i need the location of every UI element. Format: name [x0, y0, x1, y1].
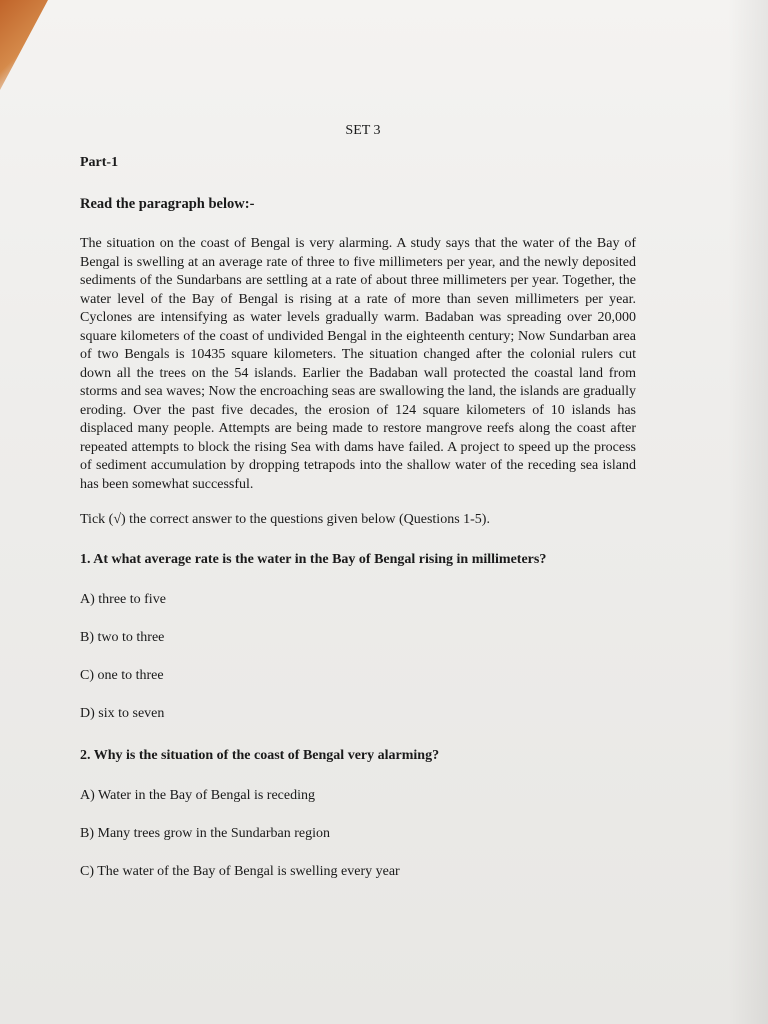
- q1-option-c[interactable]: C) one to three: [80, 668, 164, 683]
- page-edge-shadow: [728, 0, 768, 1024]
- q2-option-b[interactable]: B) Many trees grow in the Sundarban region: [80, 826, 330, 841]
- reading-paragraph: The situation on the coast of Bengal is very alarming. A study says that the water of the Bay of Bengal is swelling at an average rate of three to five millimeters per year, and the newly deposited sediments of the Sundarbans are settling at a rate of about three millimeters per year. Together, the water level of the Bay of Bengal is rising at a rate of more than seven millimeters per year. Cyclones are intensifying as water levels gradually warm. Badaban was spreading over 20,000 square kilometers of the coast of undivided Bengal in the eighteenth century; Now Sundarban area of two Bengals is 10435 square kilometers. The situation changed after the colonial rulers cut down all the trees on the 54 islands. Earlier the Badaban wall protected the coastal land from storms and sea waves; Now the encroaching seas are swallowing the land, the islands are gradually eroding. Over the past five decades, the erosion of 124 square kilometers of 10 islands has displaced many people. Attempts are being made to restore mangrove reefs along the coast after repeated attempts to block the rising Sea with dams have failed. A project to speed up the process of sediment accumulation by dropping tetrapods into the shallow water of the receding sea island has been somewhat successful.: [80, 236, 636, 492]
- part-heading: Part-1: [80, 155, 119, 170]
- q2-option-c[interactable]: C) The water of the Bay of Bengal is swelling every year: [80, 864, 400, 879]
- read-instruction: Read the paragraph below:-: [80, 196, 255, 212]
- tick-instruction: Tick (√) the correct answer to the questions given below (Questions 1-5).: [80, 512, 490, 527]
- question-2: 2. Why is the situation of the coast of Bengal very alarming?: [80, 748, 440, 763]
- question-1: 1. At what average rate is the water in the Bay of Bengal rising in millimeters?: [80, 552, 547, 567]
- q1-option-a[interactable]: A) three to five: [80, 592, 166, 607]
- question-block-1: [80, 551, 636, 723]
- q1-option-b[interactable]: B) two to three: [80, 630, 165, 645]
- document-body: [80, 122, 636, 901]
- set-title: SET 3: [345, 123, 381, 138]
- question-block-2: [80, 747, 636, 881]
- page-corner-shadow: [0, 0, 60, 100]
- q1-option-d[interactable]: D) six to seven: [80, 706, 165, 721]
- q2-option-a[interactable]: A) Water in the Bay of Bengal is receding: [80, 788, 315, 803]
